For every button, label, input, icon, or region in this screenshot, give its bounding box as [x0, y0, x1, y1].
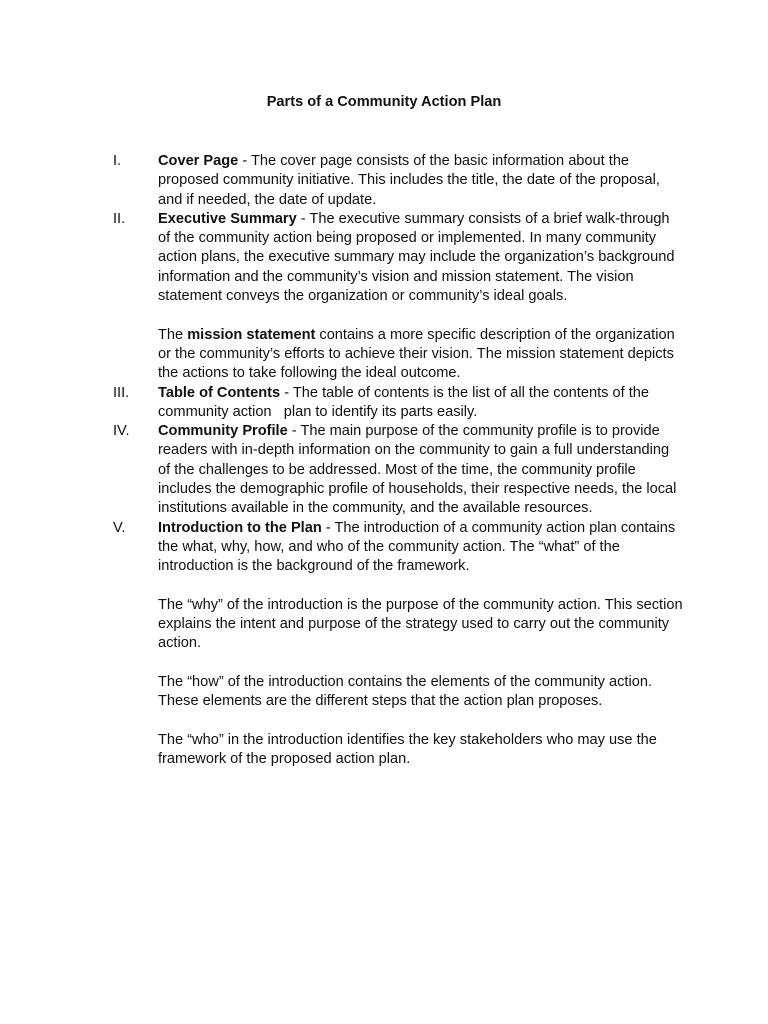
- paragraph-prefix: The: [158, 326, 188, 343]
- term-heading: Executive Summary: [158, 210, 297, 227]
- outline-list: [113, 152, 683, 770]
- list-item-executive-summary: [113, 210, 683, 384]
- paragraph: [158, 326, 683, 384]
- list-numeral: III.: [113, 384, 130, 401]
- page-title: Parts of a Community Action Plan: [266, 94, 502, 110]
- paragraph-text: - The cover page consists of the basic information about the proposed community initiative. This includes the title, the date of the proposal, and if needed, the date of update.: [158, 153, 660, 208]
- paragraph-text: - The main purpose of the community profile is to provide readers with in-depth information on the community to gain a full understanding of the challenges to be addressed. Most of the time, the community profile includes the demographic profile of households, their respective needs, the local institutions available in the community, and the available resources.: [158, 423, 677, 517]
- paragraph: The “why” of the introduction is the purpose of the community action. This section explains the intent and purpose of the strategy used to carry out the community action.: [158, 596, 683, 652]
- paragraph: The “who” in the introduction identifies the key stakeholders who may use the framework of the proposed action plan.: [158, 731, 657, 768]
- list-item-table-of-contents: [113, 384, 683, 423]
- list-item-cover-page: [113, 152, 683, 210]
- paragraph: [158, 210, 683, 306]
- paragraph: [158, 519, 683, 577]
- paragraph: [158, 384, 683, 423]
- paragraph: [158, 152, 683, 210]
- list-numeral: II.: [113, 210, 126, 227]
- term-heading: Cover Page: [158, 153, 239, 169]
- list-item-introduction: [113, 519, 683, 770]
- paragraph-text: contains a more specific description of the organization or the community’s efforts to achieve their vision. The mission statement depicts the actions to take following the ideal outcome.: [158, 326, 675, 382]
- list-numeral: I.: [113, 153, 122, 169]
- list-numeral: IV.: [113, 423, 130, 440]
- term-heading: mission statement: [187, 326, 316, 343]
- paragraph: [158, 422, 683, 518]
- paragraph: The “how” of the introduction contains the elements of the community action. These elements are the different steps that the action plan proposes.: [158, 674, 653, 710]
- list-item-community-profile: [113, 422, 683, 518]
- paragraph-text: - The executive summary consists of a brief walk-through of the community action being proposed or implemented. In many community action plans, the executive summary may include the organization’s background information and the community’s vision and mission statement. The vision statement conveys the organization or community’s ideal goals.: [158, 210, 675, 305]
- term-heading: Introduction to the Plan: [158, 519, 322, 536]
- list-numeral: V.: [113, 519, 126, 536]
- paragraph-text: - The table of contents is the list of all the contents of the community action plan to identify its parts easily.: [158, 384, 654, 420]
- term-heading: Community Profile: [158, 423, 288, 440]
- term-heading: Table of Contents: [158, 384, 281, 401]
- paragraph-text: - The introduction of a community action plan contains the what, why, how, and who of the community action. The “what” of the introduction is the background of the framework.: [158, 519, 676, 575]
